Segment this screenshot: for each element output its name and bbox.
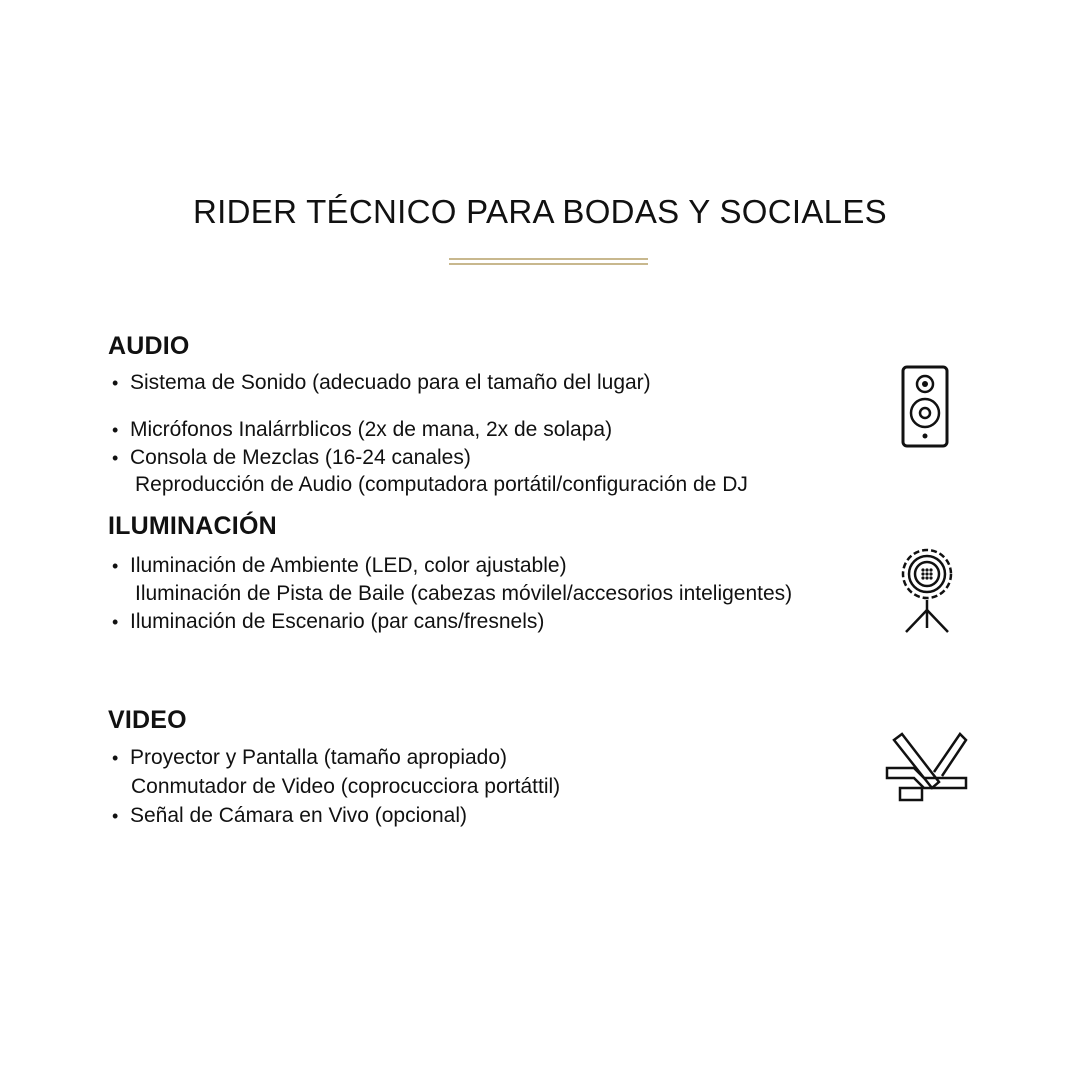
list-item: Reproducción de Audio (computadora portátil/configuración de DJ: [135, 473, 748, 496]
video-switcher-icon: [884, 730, 970, 804]
list-item: • Consola de Mezclas (16-24 canales): [112, 446, 471, 469]
list-item: • Iluminación de Escenario (par cans/fresnels): [112, 610, 545, 633]
page-title: RIDER TÉCNICO PARA BODAS Y SOCIALES: [193, 193, 887, 230]
list-item: Iluminación de Pista de Baile (cabezas móvilel/accesorios inteligentes): [135, 582, 793, 605]
list-item: • Iluminación de Ambiente (LED, color ajustable): [112, 554, 567, 577]
stage-light-icon: [896, 542, 958, 634]
section-heading-video: VIDEO: [108, 706, 187, 734]
list-item: • Señal de Cámara en Vivo (opcional): [112, 804, 467, 827]
title-divider: [449, 258, 648, 266]
speaker-icon: [900, 364, 950, 450]
list-item: • Proyector y Pantalla (tamaño apropiado): [112, 746, 508, 769]
list-item: • Sistema de Sonido (adecuado para el tamaño del lugar): [112, 371, 651, 394]
list-item: • Micrófonos Inalárrblicos (2x de mana, 2x de solapa): [112, 418, 613, 441]
section-heading-iluminacion: ILUMINACIÓN: [108, 512, 277, 540]
list-item: Conmutador de Video (coprocucciora portáttil): [131, 775, 561, 798]
section-heading-audio: AUDIO: [108, 332, 190, 360]
